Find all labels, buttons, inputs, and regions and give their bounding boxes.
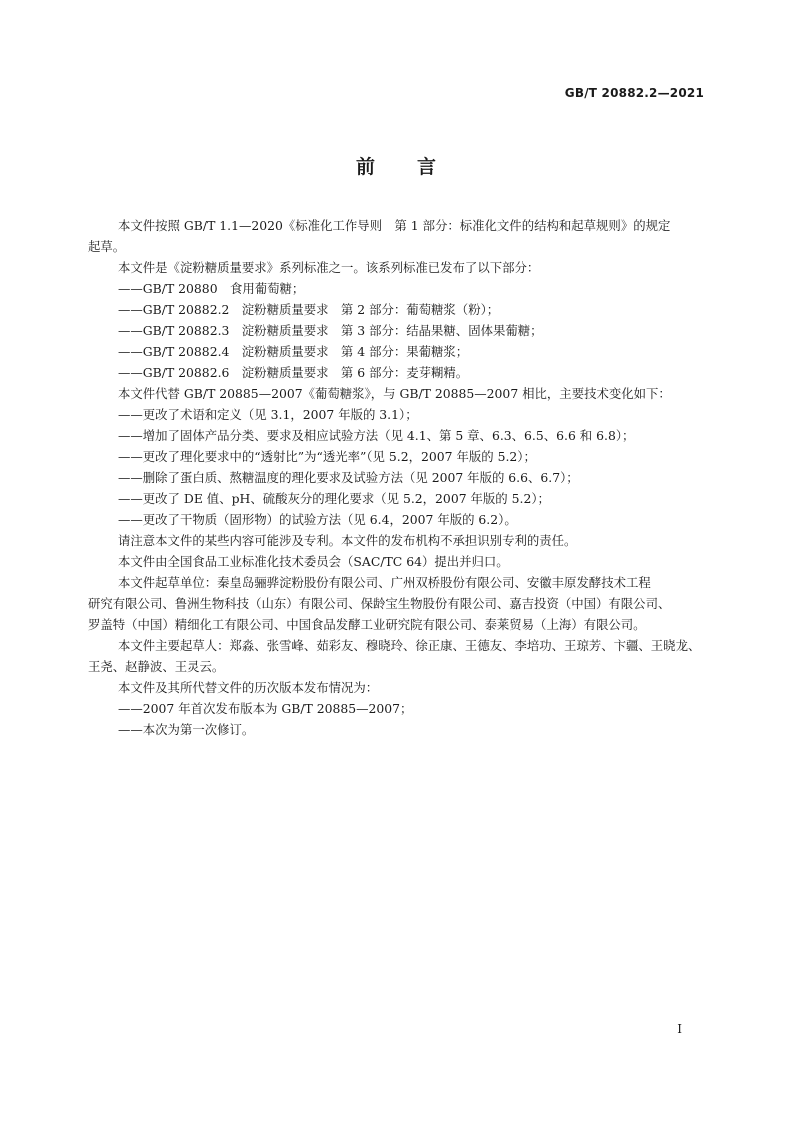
paragraph-series: 本文件是《淀粉糖质量要求》系列标准之一。该系列标准已发布了以下部分： [118, 260, 540, 275]
list-item: ——更改了理化要求中的“透射比”为“透光率”（见 5.2，2007 年版的 5.2）； [118, 449, 536, 464]
list-item: ——GB/T 20880 食用葡萄糖； [118, 281, 305, 296]
paragraph-replacement: 本文件代替 GB/T 20885—2007《葡萄糖浆》，与 GB/T 20885—2007 相比，主要技术变化如下： [118, 386, 671, 401]
list-item: ——GB/T 20882.4 淀粉糖质量要求 第 4 部分：果葡糖浆； [118, 344, 469, 359]
paragraph-line: 研究有限公司、鲁洲生物科技（山东）有限公司、保龄宝生物股份有限公司、嘉吉投资（中国）有限公司、 [88, 596, 671, 611]
paragraph-line: 王尧、赵静波、王灵云。 [88, 659, 225, 674]
page-title [0, 152, 794, 179]
title-char-1: 前 [355, 156, 377, 178]
foreword-body [88, 215, 704, 740]
page-number: I [677, 1022, 682, 1036]
paragraph-line: 本文件主要起草人：郑淼、张雪峰、茹彩友、穆晓玲、徐正康、王德友、李培功、王琼芳、卞疆、王晓龙、 [118, 638, 701, 653]
list-item: ——更改了 DE 值、pH、硫酸灰分的理化要求（见 5.2，2007 年版的 5.2）； [118, 491, 550, 506]
list-item: ——2007 年首次发布版本为 GB/T 20885—2007； [118, 701, 413, 716]
list-item: ——GB/T 20882.2 淀粉糖质量要求 第 2 部分：葡萄糖浆（粉）； [118, 302, 500, 317]
paragraph-drafters [88, 635, 704, 677]
list-item: ——更改了干物质（固形物）的试验方法（见 6.4，2007 年版的 6.2）。 [118, 512, 517, 527]
list-item: ——增加了固体产品分类、要求及相应试验方法（见 4.1、第 5 章、6.3、6.5、6.6 和 6.8）； [118, 428, 635, 443]
paragraph-history: 本文件及其所代替文件的历次版本发布情况为： [118, 680, 379, 695]
paragraph-proposer: 本文件由全国食品工业标准化技术委员会（SAC/TC 64）提出并归口。 [118, 554, 509, 569]
paragraph-line: 本文件按照 GB/T 1.1—2020《标准化工作导则 第 1 部分：标准化文件的结构和起草规则》的规定 [118, 218, 671, 233]
list-item: ——更改了术语和定义（见 3.1，2007 年版的 3.1）； [118, 407, 418, 422]
paragraph-line: 本文件起草单位：秦皇岛骊骅淀粉股份有限公司、广州双桥股份有限公司、安徽丰原发酵技术工程 [118, 575, 651, 590]
list-item: ——本次为第一次修订。 [118, 722, 255, 737]
list-item: ——删除了蛋白质、熬糖温度的理化要求及试验方法（见 2007 年版的 6.6、6.7）； [118, 470, 579, 485]
paragraph-drafting-units [88, 572, 704, 635]
paragraph-line: 罗盖特（中国）精细化工有限公司、中国食品发酵工业研究院有限公司、泰莱贸易（上海）有限公司。 [88, 617, 646, 632]
standard-number: GB/T 20882.2—2021 [564, 86, 704, 100]
title-char-2: 言 [417, 156, 439, 178]
list-item: ——GB/T 20882.3 淀粉糖质量要求 第 3 部分：结晶果糖、固体果葡糖； [118, 323, 543, 338]
paragraph-line: 起草。 [88, 239, 126, 254]
list-item: ——GB/T 20882.6 淀粉糖质量要求 第 6 部分：麦芽糊精。 [118, 365, 469, 380]
paragraph-drafting-basis [88, 215, 704, 257]
paragraph-patent-notice: 请注意本文件的某些内容可能涉及专利。本文件的发布机构不承担识别专利的责任。 [118, 533, 577, 548]
